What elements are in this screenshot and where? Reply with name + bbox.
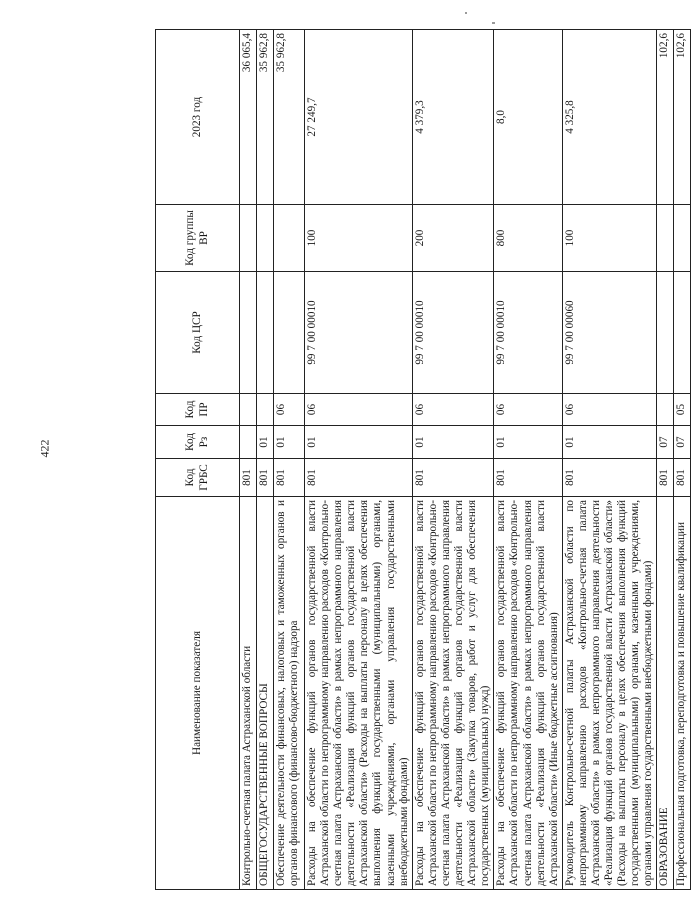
cell-pr xyxy=(240,394,257,426)
table-row xyxy=(240,30,257,890)
cell-name: ОБЩЕГОСУДАРСТВЕННЫЕ ВОПРОСЫ xyxy=(257,497,274,890)
cell-vr: 100 xyxy=(562,205,657,272)
cell-name: Обеспечение деятельности финансовых, налоговых и таможенных органов и органов финансового (финансово-бюджетного) надзора xyxy=(274,497,305,890)
cell-csr xyxy=(257,272,274,394)
cell-pr: 06 xyxy=(305,394,413,426)
cell-pr: 05 xyxy=(673,394,690,426)
table-row xyxy=(412,30,494,890)
cell-csr xyxy=(274,272,305,394)
cell-grbs: 801 xyxy=(305,459,413,497)
table-row xyxy=(305,30,413,890)
cell-pr: 06 xyxy=(494,394,562,426)
header-pr: Код ПР xyxy=(156,394,240,426)
header-rz: Код Рз xyxy=(156,426,240,459)
header-vr: Код группы ВР xyxy=(156,205,240,272)
cell-vr xyxy=(274,205,305,272)
cell-pr: 06 xyxy=(562,394,657,426)
cell-value: 102,6 xyxy=(657,30,673,205)
cell-vr xyxy=(673,205,690,272)
table-row xyxy=(494,30,562,890)
header-grbs: Код ГРБС xyxy=(156,459,240,497)
cell-pr xyxy=(657,394,673,426)
table-row xyxy=(657,30,673,890)
header-year: 2023 год xyxy=(156,30,240,205)
cell-grbs: 801 xyxy=(274,459,305,497)
cell-rz: 01 xyxy=(305,426,413,459)
cell-rz: 07 xyxy=(657,426,673,459)
cell-value: 36 065,4 xyxy=(240,30,257,205)
table-row xyxy=(274,30,305,890)
cell-value: 27 249,7 xyxy=(305,30,413,205)
cell-value: 4 325,8 xyxy=(562,30,657,205)
cell-grbs: 801 xyxy=(562,459,657,497)
cell-rz: 01 xyxy=(494,426,562,459)
scan-speck xyxy=(465,12,467,14)
table-row xyxy=(257,30,274,890)
cell-csr: 99 7 00 00060 xyxy=(562,272,657,394)
cell-name: Руководитель Контрольно-счетной палаты Астраханской области по непрограммному направлению расходов «Контрольно-счетная палата Астраханской области» в рамках непрограммного направления деятельности «Реализация функций органов государственной власти Астраханской области» (Расходы на выплаты персоналу в целях обеспечения выполнения функций государственными (муниципальными) органами, казенными учреждениями, органами управления государственными внебюджетными фондами) xyxy=(562,497,657,890)
cell-vr xyxy=(657,205,673,272)
cell-value: 35 962,8 xyxy=(257,30,274,205)
cell-csr xyxy=(240,272,257,394)
cell-pr: 06 xyxy=(412,394,494,426)
cell-name: Контрольно-счетная палата Астраханской области xyxy=(240,497,257,890)
cell-grbs: 801 xyxy=(412,459,494,497)
table-row xyxy=(673,30,690,890)
cell-rz: 07 xyxy=(673,426,690,459)
cell-grbs: 801 xyxy=(494,459,562,497)
cell-vr: 200 xyxy=(412,205,494,272)
cell-csr: 99 7 00 00010 xyxy=(305,272,413,394)
cell-grbs: 801 xyxy=(673,459,690,497)
cell-vr: 100 xyxy=(305,205,413,272)
cell-vr xyxy=(240,205,257,272)
scan-speck xyxy=(492,22,495,24)
budget-table xyxy=(155,29,691,890)
rotated-table-wrapper xyxy=(155,30,687,890)
cell-grbs: 801 xyxy=(240,459,257,497)
cell-rz: 01 xyxy=(562,426,657,459)
cell-value: 35 962,8 xyxy=(274,30,305,205)
cell-csr xyxy=(657,272,673,394)
table-header-row xyxy=(156,30,240,890)
cell-pr xyxy=(257,394,274,426)
cell-name: Расходы на обеспечение функций органов государственной власти Астраханской области по непрограммному направлению расходов «Контрольно-счетная палата Астраханской области» в рамках непрограммного направления деятельности «Реализация функций органов государственной власти Астраханской области» (Иные бюджетные ассигнования) xyxy=(494,497,562,890)
cell-vr xyxy=(257,205,274,272)
header-csr: Код ЦСР xyxy=(156,272,240,394)
cell-value: 102,6 xyxy=(673,30,690,205)
cell-name: Расходы на обеспечение функций органов государственной власти Астраханской области по непрограммному направлению расходов «Контрольно-счетная палата Астраханской области» в рамках непрограммного направления деятельности «Реализация функций органов государственной власти Астраханской области» (Закупка товаров, работ и услуг для обеспечения государственных (муниципальных) нужд) xyxy=(412,497,494,890)
cell-grbs: 801 xyxy=(257,459,274,497)
cell-rz: 01 xyxy=(274,426,305,459)
header-name: Наименование показателя xyxy=(156,497,240,890)
cell-name: ОБРАЗОВАНИЕ xyxy=(657,497,673,890)
cell-rz: 01 xyxy=(412,426,494,459)
cell-rz: 01 xyxy=(257,426,274,459)
cell-csr xyxy=(673,272,690,394)
cell-value: 8,0 xyxy=(494,30,562,205)
cell-grbs: 801 xyxy=(657,459,673,497)
cell-pr: 06 xyxy=(274,394,305,426)
cell-csr: 99 7 00 00010 xyxy=(412,272,494,394)
cell-vr: 800 xyxy=(494,205,562,272)
cell-csr: 99 7 00 00010 xyxy=(494,272,562,394)
cell-name: Расходы на обеспечение функций органов государственной власти Астраханской области по непрограммному направлению расходов «Контрольно-счетная палата Астраханской области» в рамках непрограммного направления деятельности «Реализация функций органов государственной власти Астраханской области» (Расходы на выплаты персоналу в целях обеспечения выполнения функций государственными (муниципальными) органами, казенными учреждениями, органами управления государственными внебюджетными фондами) xyxy=(305,497,413,890)
page-number: 422 xyxy=(37,439,52,458)
table-row xyxy=(562,30,657,890)
cell-name: Профессиональная подготовка, переподготовка и повышение квалификации xyxy=(673,497,690,890)
cell-value: 4 379,3 xyxy=(412,30,494,205)
cell-rz xyxy=(240,426,257,459)
